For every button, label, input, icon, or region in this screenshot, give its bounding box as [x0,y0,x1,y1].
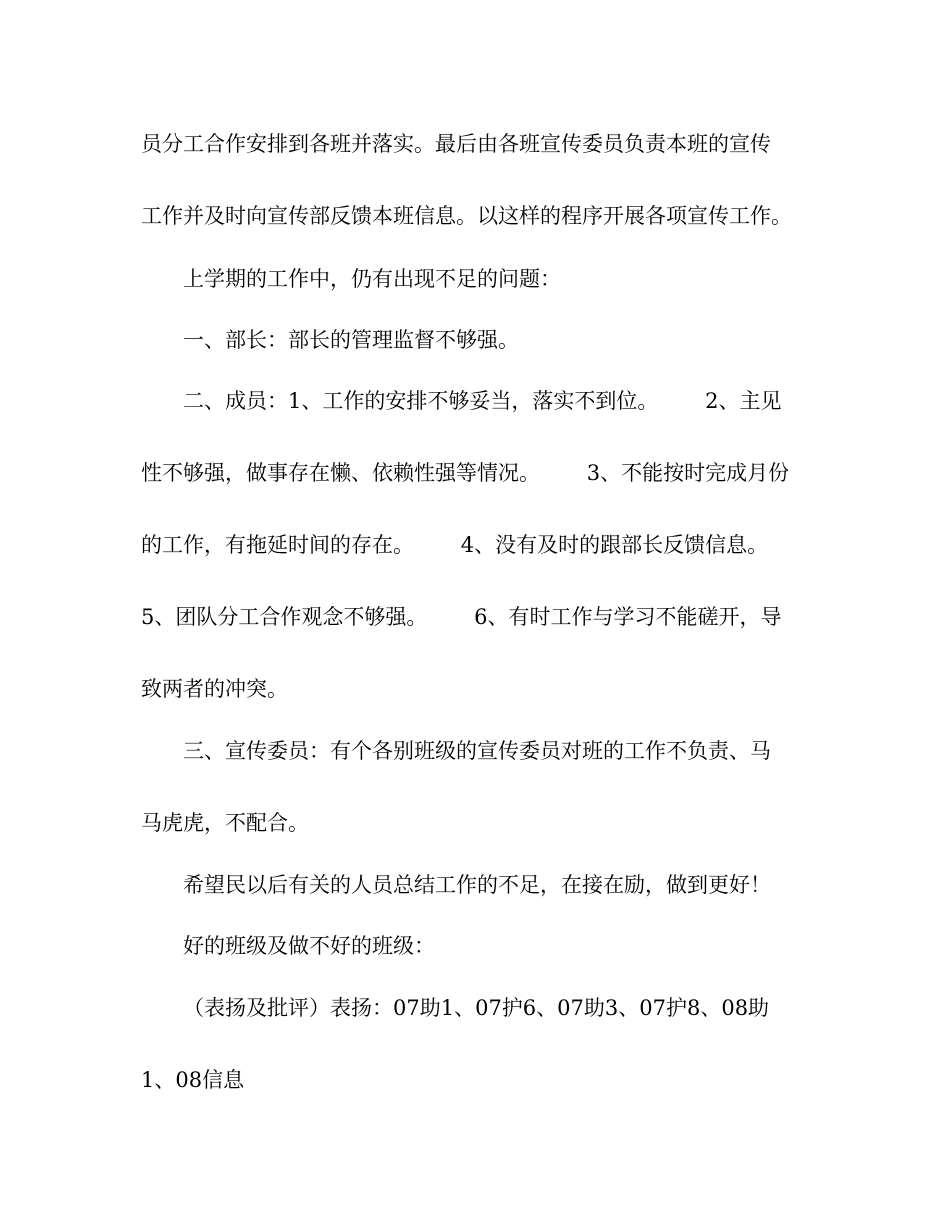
body-text-line: 的工作，有拖延时间的存在。 4、没有及时的跟部长反馈信息。 [141,533,769,557]
paragraph-problems-intro: 上学期的工作中，仍有出现不足的问题： [183,267,561,291]
body-text-line: 马虎虎，不配合。 [141,811,309,835]
body-text-line: 性不够强，做事存在懒、依赖性强等情况。 3、不能按时完成月份 [141,461,790,485]
body-text-line: 员分工合作安排到各班并落实。最后由各班宣传委员负责本班的宣传 [141,132,771,156]
body-text-line: 致两者的冲突。 [141,677,288,701]
body-text-line: 工作并及时向宣传部反馈本班信息。以这样的程序开展各项宣传工作。 [141,204,792,228]
paragraph-classes: 好的班级及做不好的班级： [183,934,435,958]
paragraph-minister: 一、部长：部长的管理监督不够强。 [183,328,519,352]
paragraph-committee: 三、宣传委员：有个各别班级的宣传委员对班的工作不负责、马 [183,739,771,763]
body-text-line: 1、08信息 [141,1068,245,1092]
body-text-line: 5、团队分工合作观念不够强。 6、有时工作与学习不能磋开，导 [141,605,782,629]
paragraph-hope: 希望民以后有关的人员总结工作的不足，在接在励，做到更好！ [183,873,771,897]
paragraph-praise: （表扬及批评）表扬：07助1、07护6、07助3、07护8、08助 [183,996,770,1020]
paragraph-members: 二、成员：1、工作的安排不够妥当，落实不到位。 2、主见 [183,389,782,413]
